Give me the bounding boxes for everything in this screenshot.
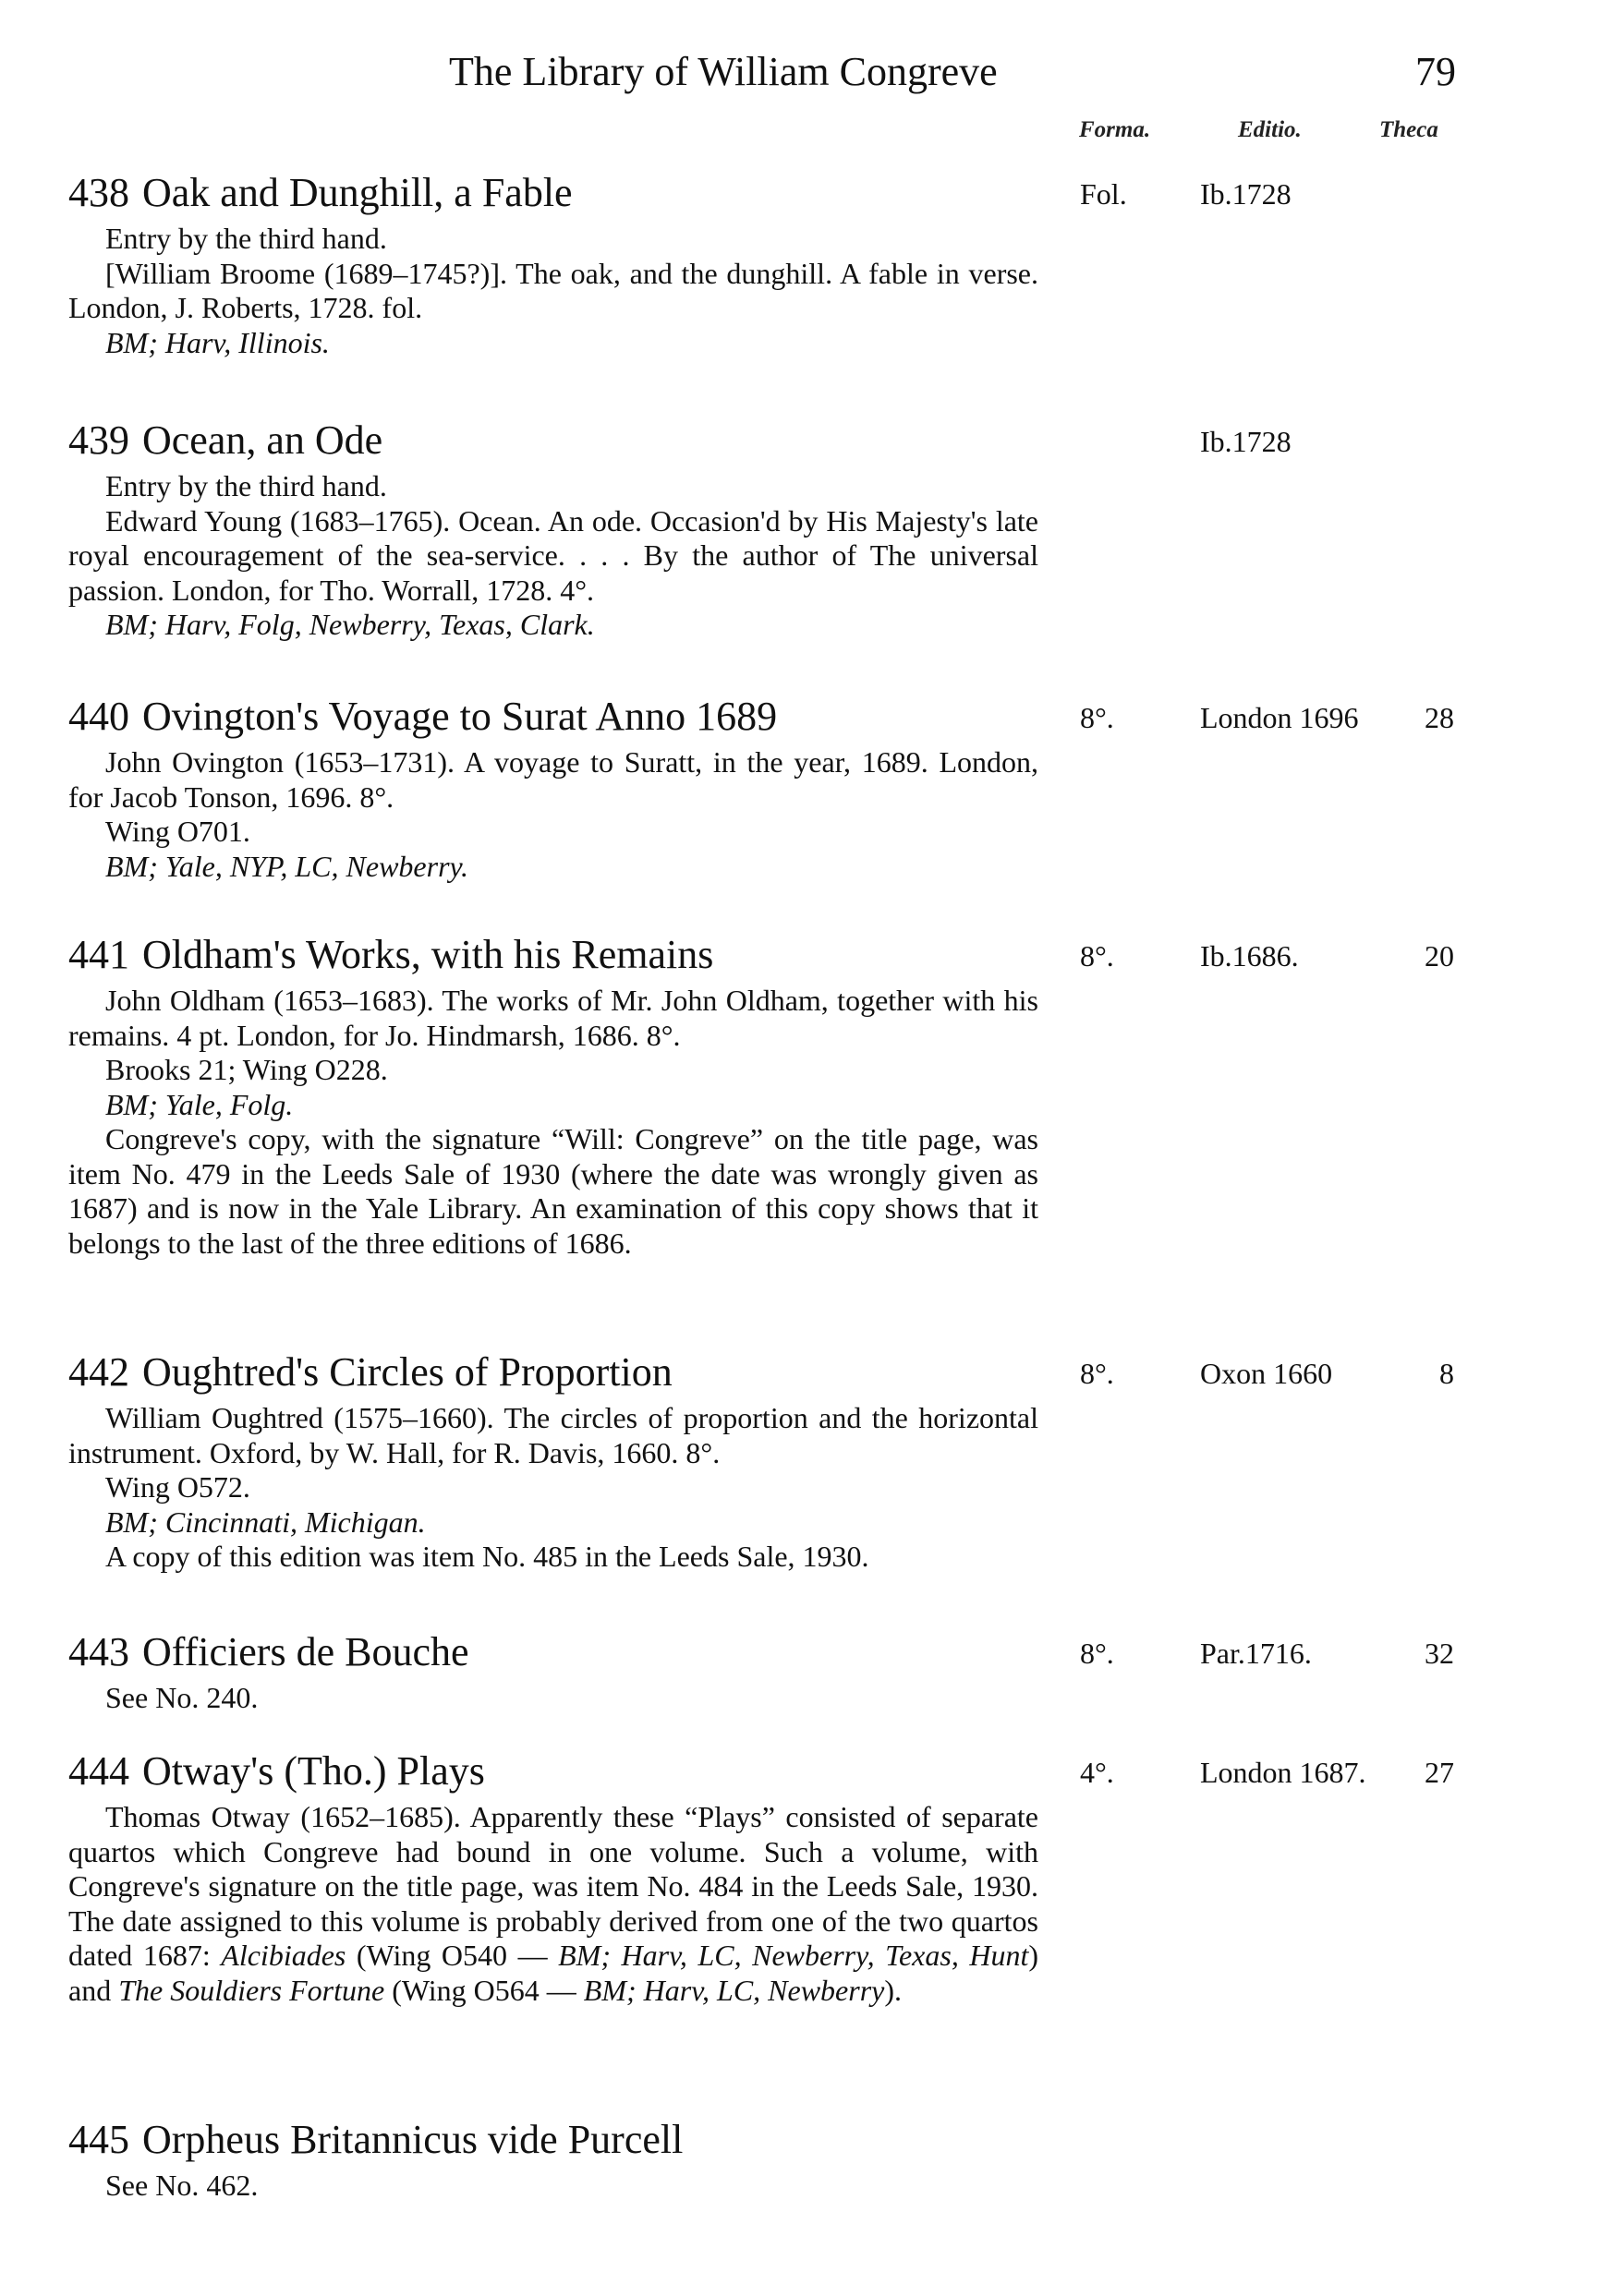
- entry-locations: BM; Harv, Illinois.: [105, 325, 330, 359]
- entry-forma: Fol.: [1080, 177, 1127, 211]
- entry-body: [68, 1800, 1038, 2008]
- closing-paren: ).: [884, 1973, 903, 2007]
- entry-body: [68, 1401, 1038, 1575]
- entry-locations: BM; Yale, NYP, LC, Newberry.: [105, 849, 468, 883]
- column-header-forma: Forma.: [1079, 117, 1151, 142]
- entry-title-line: [68, 1344, 673, 1401]
- catalog-entry-445: [68, 2111, 1454, 2204]
- entry-title-line: [68, 688, 777, 745]
- entry-title: Oughtred's Circles of Proportion: [142, 1349, 673, 1395]
- entry-editio: Ib.1686.: [1200, 939, 1299, 973]
- entry-comment: [68, 1800, 1038, 2008]
- play-locations: BM; Harv, LC, Newberry: [583, 1973, 885, 2007]
- entry-title: Orpheus Britannicus vide Purcell: [142, 2117, 684, 2162]
- entry-comment: A copy of this edition was item No. 485 in the Leeds Sale, 1930.: [105, 1540, 869, 1573]
- play-reference: (Wing O540 —: [356, 1939, 548, 1972]
- entry-title: Oldham's Works, with his Remains: [142, 932, 714, 977]
- entry-editio: Ib.1728: [1200, 425, 1292, 458]
- entry-theca: 20: [1425, 939, 1454, 973]
- entry-body: [68, 1681, 1038, 1716]
- play-title-alcibiades: Alcibiades: [221, 1939, 346, 1972]
- entry-theca: 32: [1425, 1637, 1454, 1670]
- play-title-souldiers-fortune: The Souldiers Fortune: [118, 1973, 385, 2007]
- entry-number: 444: [68, 1748, 129, 1794]
- entry-reference: Brooks 21; Wing O228.: [105, 1053, 388, 1086]
- entry-heading: [68, 1624, 1454, 1681]
- entry-editio: Oxon 1660: [1200, 1357, 1333, 1390]
- catalog-entry-443: [68, 1624, 1454, 1716]
- catalog-entry-441: [68, 926, 1454, 1261]
- entry-title-line: [68, 926, 713, 984]
- entry-heading: [68, 164, 1454, 222]
- entry-editio: London 1687.: [1200, 1756, 1366, 1789]
- entry-locations: BM; Harv, Folg, Newberry, Texas, Clark.: [105, 608, 595, 641]
- entry-body: [68, 469, 1038, 643]
- entry-title: Ocean, an Ode: [142, 417, 383, 463]
- entry-note: Entry by the third hand.: [105, 469, 387, 502]
- entry-title: Ovington's Voyage to Surat Anno 1689: [142, 694, 778, 739]
- entry-title-line: [68, 1743, 485, 1800]
- entry-note: Entry by the third hand.: [105, 222, 387, 255]
- entry-reference: Wing O701.: [105, 815, 250, 848]
- entry-see-also: See No. 240.: [105, 1681, 259, 1714]
- entry-forma: 8°.: [1080, 701, 1114, 734]
- entry-title: Officiers de Bouche: [142, 1629, 469, 1674]
- entry-theca: 27: [1425, 1756, 1454, 1789]
- entry-number: 441: [68, 932, 129, 977]
- entry-heading: [68, 926, 1454, 984]
- entry-title: Otway's (Tho.) Plays: [142, 1748, 485, 1794]
- entry-heading: [68, 2111, 1454, 2169]
- entry-heading: [68, 1743, 1454, 1800]
- entry-forma: 4°.: [1080, 1756, 1114, 1789]
- entry-see-also: See No. 462.: [105, 2169, 259, 2202]
- entry-theca: 28: [1425, 701, 1454, 734]
- entry-title-line: [68, 1624, 469, 1681]
- page-title: The Library of William Congreve: [449, 49, 998, 94]
- entry-body: [68, 745, 1038, 884]
- entry-description: [William Broome (1689–1745?)]. The oak, and the dunghill. A fable in verse. London, J. Roberts, 1728. fol.: [68, 256, 1038, 324]
- entry-number: 445: [68, 2117, 129, 2162]
- entry-locations: BM; Cincinnati, Michigan.: [105, 1504, 426, 1539]
- column-header-theca: Theca: [1379, 117, 1438, 142]
- entry-title: Oak and Dunghill, a Fable: [142, 170, 573, 215]
- entry-number: 442: [68, 1349, 129, 1395]
- entry-number: 439: [68, 417, 129, 463]
- entry-reference: Wing O572.: [105, 1470, 250, 1504]
- play-locations: BM; Harv, LC, Newberry, Texas, Hunt: [558, 1939, 1029, 1972]
- column-header-editio: Editio.: [1238, 117, 1302, 142]
- entry-editio: Par.1716.: [1200, 1637, 1312, 1670]
- conjunction: and: [68, 1973, 112, 2007]
- closing-paren: ): [1028, 1939, 1039, 1972]
- entry-theca: 8: [1439, 1357, 1454, 1390]
- entry-number: 443: [68, 1629, 129, 1674]
- entry-heading: [68, 688, 1454, 745]
- catalog-entry-438: [68, 164, 1454, 360]
- catalog-entry-439: [68, 412, 1454, 643]
- comment-text: Thomas Otway (1652–1685). Apparently these “Plays” consisted of separate quartos which Congreve had bound in one volume. Such a volume, with Congreve's signature on the title page, was item No. 484 in the Leeds Sale, 1930. The date assigned to this volume is probably derived from one of the two quartos dated 1687:: [68, 1800, 1038, 1972]
- entry-title-line: [68, 164, 573, 222]
- entry-description: John Oldham (1653–1683). The works of Mr. John Oldham, together with his remains. 4 pt. London, for Jo. Hindmarsh, 1686. 8°.: [68, 984, 1038, 1052]
- entry-number: 438: [68, 170, 129, 215]
- catalog-entry-442: [68, 1344, 1454, 1575]
- running-head: [0, 44, 1601, 100]
- entry-body: [68, 984, 1038, 1261]
- page-number: 79: [1415, 49, 1456, 94]
- catalog-entry-444: [68, 1743, 1454, 2008]
- catalog-entry-440: [68, 688, 1454, 884]
- entry-heading: [68, 1344, 1454, 1401]
- entry-description: William Oughtred (1575–1660). The circles of proportion and the horizontal instrument. Oxford, by W. Hall, for R. Davis, 1660. 8°.: [68, 1401, 1038, 1469]
- entry-locations: BM; Yale, Folg.: [105, 1087, 294, 1121]
- entry-forma: 8°.: [1080, 939, 1114, 973]
- entry-editio: Ib.1728: [1200, 177, 1292, 211]
- entry-editio: London 1696: [1200, 701, 1359, 734]
- entry-forma: 8°.: [1080, 1637, 1114, 1670]
- entry-body: [68, 2169, 1038, 2204]
- entry-body: [68, 222, 1038, 360]
- entry-comment: Congreve's copy, with the signature “Will: Congreve” on the title page, was item No. 479 in the Leeds Sale of 1930 (where the date was wrongly given as 1687) and is now in the Yale Library. An examination of this copy shows that it belongs to the last of the three editions of 1686.: [68, 1122, 1038, 1260]
- entry-title-line: [68, 2111, 683, 2169]
- entry-number: 440: [68, 694, 129, 739]
- entry-forma: 8°.: [1080, 1357, 1114, 1390]
- play-reference: (Wing O564 —: [392, 1973, 576, 2007]
- entry-description: Edward Young (1683–1765). Ocean. An ode. Occasion'd by His Majesty's late royal encouragement of the sea-service. . . . By the author of The universal passion. London, for Tho. Worrall, 1728. 4°.: [68, 503, 1038, 607]
- entry-title-line: [68, 412, 382, 469]
- entry-description: John Ovington (1653–1731). A voyage to Suratt, in the year, 1689. London, for Jacob Tonson, 1696. 8°.: [68, 745, 1038, 814]
- entry-heading: [68, 412, 1454, 469]
